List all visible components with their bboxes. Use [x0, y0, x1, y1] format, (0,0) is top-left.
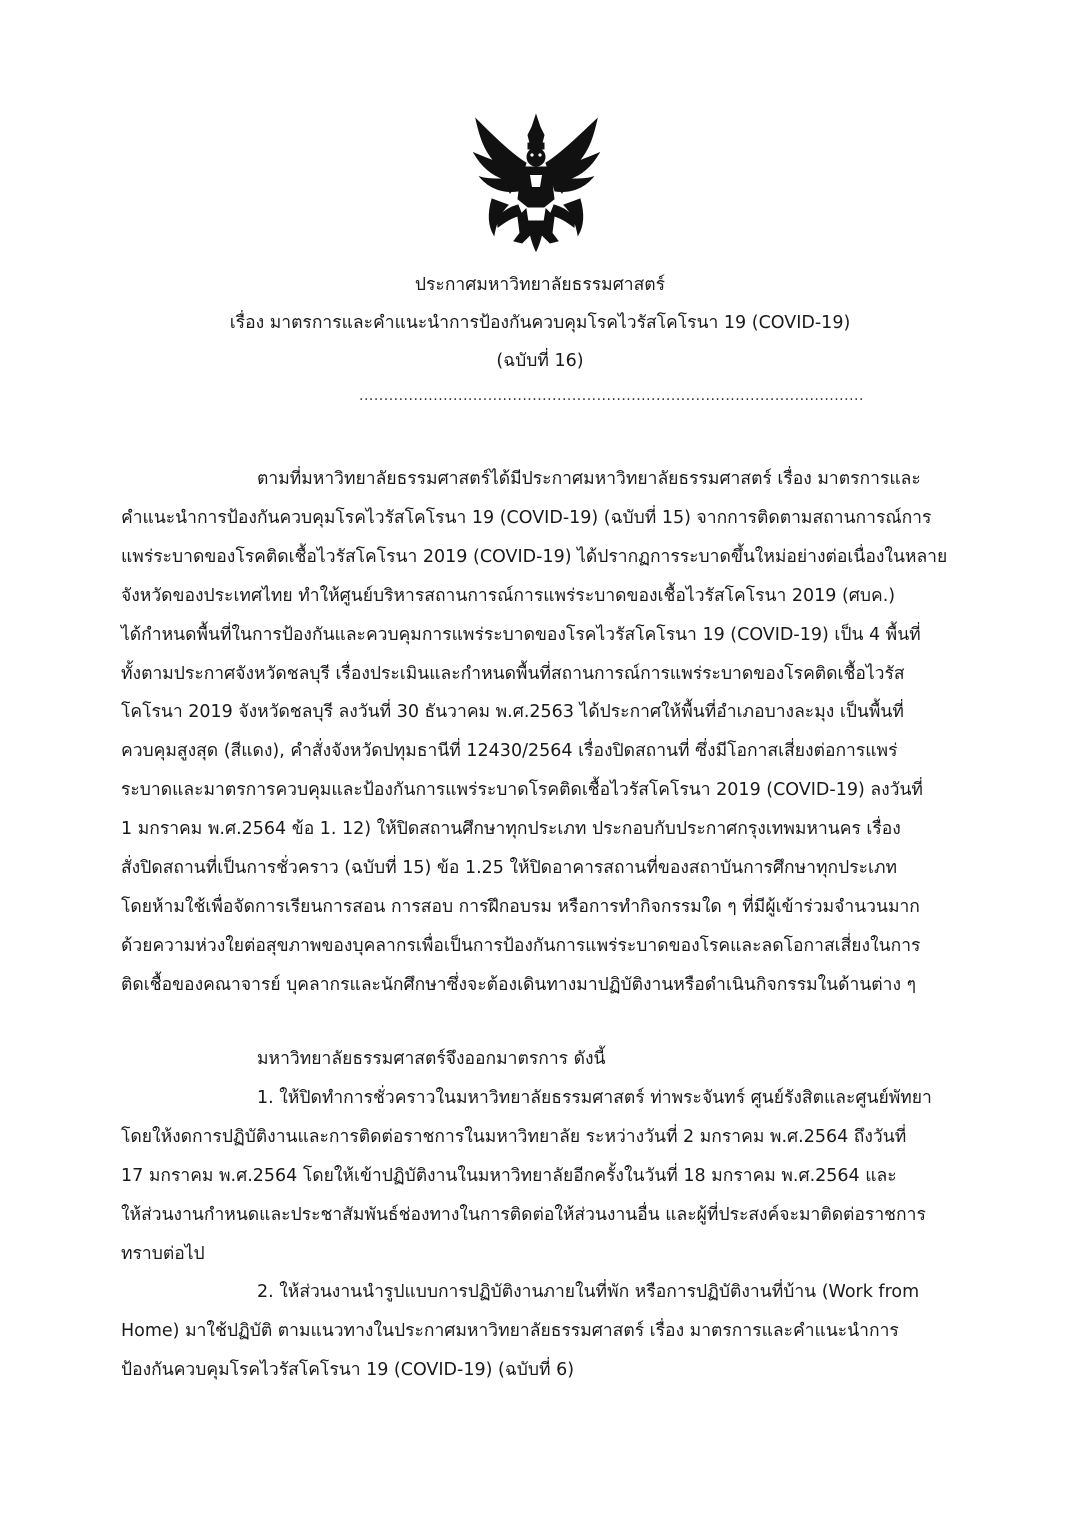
paragraph-line: ควบคุมสูงสุด (สีแดง), คำสั่งจังหวัดปทุมธานีที่ 12430/2564 เรื่องปิดสถานที่ ซึ่งมีโอกาสเสี่ยงต่อการแพร่ — [121, 741, 898, 762]
paragraph-line: ได้กำหนดพื้นที่ในการป้องกันและควบคุมการแพร่ระบาดของโรคไวรัสโคโรนา 19 (COVID-19) เป็น 4 พื้นที่ — [121, 624, 921, 645]
measure-1-line: โดยให้งดการปฏิบัติงานและการติดต่อราชการในมหาวิทยาลัย ระหว่างวันที่ 2 มกราคม พ.ศ.2564 ถึงวันที่ — [121, 1126, 907, 1147]
measure-1-line: ให้ส่วนงานกำหนดและประชาสัมพันธ์ช่องทางในการติดต่อให้ส่วนงานอื่น และผู้ที่ประสงค์จะมาติดต่อราชการ — [121, 1204, 926, 1225]
paragraph-line: สั่งปิดสถานที่เป็นการชั่วคราว (ฉบับที่ 15) ข้อ 1.25 ให้ปิดอาคารสถานที่ของสถาบันการศึกษาทุกประเภท — [121, 858, 898, 879]
measure-2-line: 2. ให้ส่วนงานนำรูปแบบการปฏิบัติงานภายในที่พัก หรือการปฏิบัติงานที่บ้าน (Work from — [257, 1282, 920, 1303]
paragraph-line: แพร่ระบาดของโรคติดเชื้อไวรัสโคโรนา 2019 (COVID-19) ได้ปรากฏการระบาดขึ้นใหม่อย่างต่อเนื่องในหลาย — [121, 546, 948, 567]
paragraph-line: โดยห้ามใช้เพื่อจัดการเรียนการสอน การสอบ การฝึกอบรม หรือการทำกิจกรรมใด ๆ ที่มีผู้เข้าร่วมจำนวนมาก — [121, 896, 920, 917]
preamble-paragraph — [121, 460, 951, 1005]
paragraph-line: ด้วยความห่วงใยต่อสุขภาพของบุคลากรเพื่อเป็นการป้องกันการแพร่ระบาดของโรคและลดโอกาสเสี่ยงในการ — [121, 935, 921, 956]
header-divider: ...................................................................................................... — [359, 388, 864, 404]
garuda-emblem-icon — [470, 113, 603, 253]
paragraph-line: โคโรนา 2019 จังหวัดชลบุรี ลงวันที่ 30 ธันวาคม พ.ศ.2563 ได้ประกาศให้พื้นที่อำเภอบางละมุง เป็นพื้นที่ — [121, 702, 904, 723]
header-subject: เรื่อง มาตรการและคำแนะนำการป้องกันควบคุมโรคไวรัสโคโรนา 19 (COVID-19) — [229, 313, 851, 333]
announcement-header — [0, 266, 1080, 380]
measures-section — [121, 1040, 951, 1390]
paragraph-line: ระบาดและมาตรการควบคุมและป้องกันการแพร่ระบาดโรคติดเชื้อไวรัสโคโรนา 2019 (COVID-19) ลงวันที่ — [121, 780, 923, 801]
paragraph-line: ตามที่มหาวิทยาลัยธรรมศาสตร์ได้มีประกาศมหาวิทยาลัยธรรมศาสตร์ เรื่อง มาตรการและ — [257, 469, 921, 489]
measure-1-line: 1. ให้ปิดทำการชั่วคราวในมหาวิทยาลัยธรรมศาสตร์ ท่าพระจันทร์ ศูนย์รังสิตและศูนย์พัทยา — [257, 1087, 932, 1108]
paragraph-line: 1 มกราคม พ.ศ.2564 ข้อ 1. 12) ให้ปิดสถานศึกษาทุกประเภท ประกอบกับประกาศกรุงเทพมหานคร เรื่อง — [121, 819, 901, 840]
paragraph-line: ติดเชื้อของคณาจารย์ บุคลากรและนักศึกษาซึ่งจะต้องเดินทางมาปฏิบัติงานหรือดำเนินกิจกรรมในด้านต่าง ๆ — [121, 974, 916, 995]
paragraph-line: ทั้งตามประกาศจังหวัดชลบุรี เรื่องประเมินและกำหนดพื้นที่สถานการณ์การแพร่ระบาดของโรคติดเชื้อไวรัส — [121, 663, 905, 684]
paragraph-line: จังหวัดของประเทศไทย ทำให้ศูนย์บริหารสถานการณ์การแพร่ระบาดของเชื้อไวรัสโคโรนา 2019 (ศบค.) — [121, 585, 896, 606]
measure-1-line: 17 มกราคม พ.ศ.2564 โดยให้เข้าปฏิบัติงานในมหาวิทยาลัยอีกครั้งในวันที่ 18 มกราคม พ.ศ.2564 และ — [121, 1165, 897, 1186]
header-edition: (ฉบับที่ 16) — [496, 351, 584, 371]
paragraph-line: คำแนะนำการป้องกันควบคุมโรคไวรัสโคโรนา 19 (COVID-19) (ฉบับที่ 15) จากการติดตามสถานการณ์การ — [121, 507, 932, 528]
measure-2-line: ป้องกันควบคุมโรคไวรัสโคโรนา 19 (COVID-19) (ฉบับที่ 6) — [121, 1360, 575, 1381]
header-title: ประกาศมหาวิทยาลัยธรรมศาสตร์ — [414, 275, 666, 295]
measure-1-line: ทราบต่อไป — [121, 1243, 205, 1264]
measures-intro: มหาวิทยาลัยธรรมศาสตร์จึงออกมาตรการ ดังนี้ — [257, 1049, 606, 1069]
measure-2-line: Home) มาใช้ปฏิบัติ ตามแนวทางในประกาศมหาวิทยาลัยธรรมศาสตร์ เรื่อง มาตรการและคำแนะนำการ — [121, 1321, 899, 1342]
